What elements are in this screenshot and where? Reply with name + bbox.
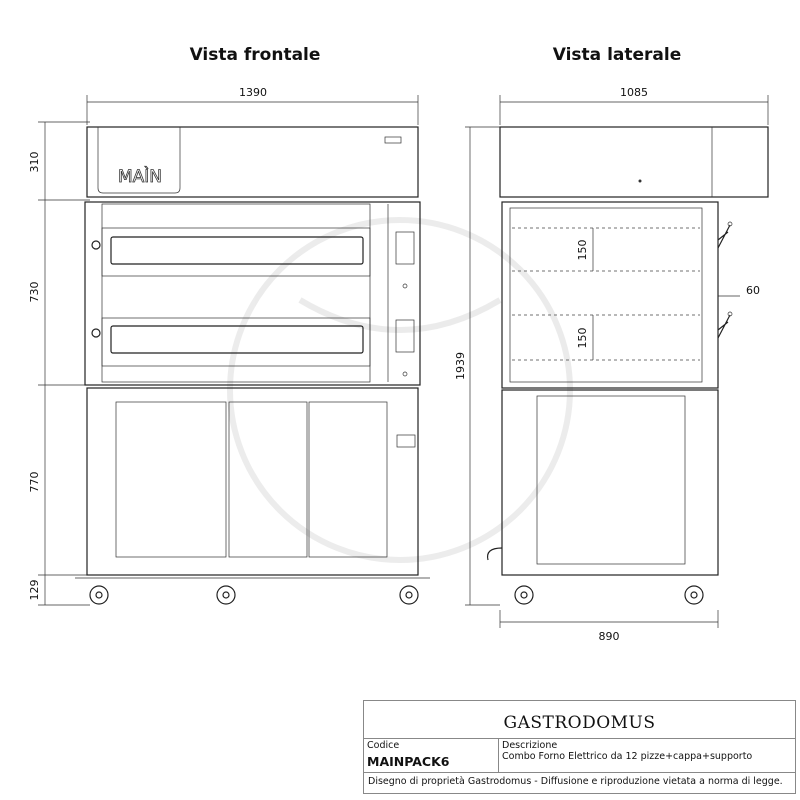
side-view-title: Vista laterale (552, 45, 682, 65)
description-label: Descrizione (502, 740, 558, 751)
front-oven (85, 202, 420, 385)
side-hood (500, 127, 768, 197)
dim-stand-height: 770 (28, 471, 41, 493)
title-block (363, 700, 796, 794)
side-stand (488, 390, 718, 575)
dim-side-depth: 1085 (620, 86, 648, 99)
code-value: MAINPACK6 (367, 754, 450, 769)
description-value: Combo Forno Elettrico da 12 pizze+cappa+supporto (502, 751, 753, 762)
dim-oven-height: 730 (28, 281, 41, 303)
dim-hood-height: 310 (28, 151, 41, 173)
copyright-footer: Disegno di proprietà Gastrodomus - Diffusione e riproduzione vietata a norma di legge. (368, 776, 783, 787)
front-stand (75, 388, 430, 578)
dim-total-height: 1939 (454, 352, 467, 380)
front-view-title: Vista frontale (189, 45, 321, 65)
dim-chamber-lower: 150 (576, 327, 589, 349)
dim-base-depth: 890 (598, 630, 620, 643)
dim-wheels-height: 129 (28, 579, 41, 601)
dim-front-width: 1390 (239, 86, 267, 99)
front-hood (87, 127, 418, 197)
gastrodomus-logo: GASTRODOMUS (364, 701, 795, 739)
front-dimension-lines (38, 95, 418, 605)
brand-logo: MAÌN (117, 167, 163, 187)
side-wheels (515, 586, 703, 604)
side-dimension-lines (465, 95, 768, 628)
dim-handle: 60 (746, 284, 760, 297)
code-label: Codice (367, 740, 400, 751)
dim-chamber-upper: 150 (576, 239, 589, 261)
front-wheels (90, 586, 418, 604)
